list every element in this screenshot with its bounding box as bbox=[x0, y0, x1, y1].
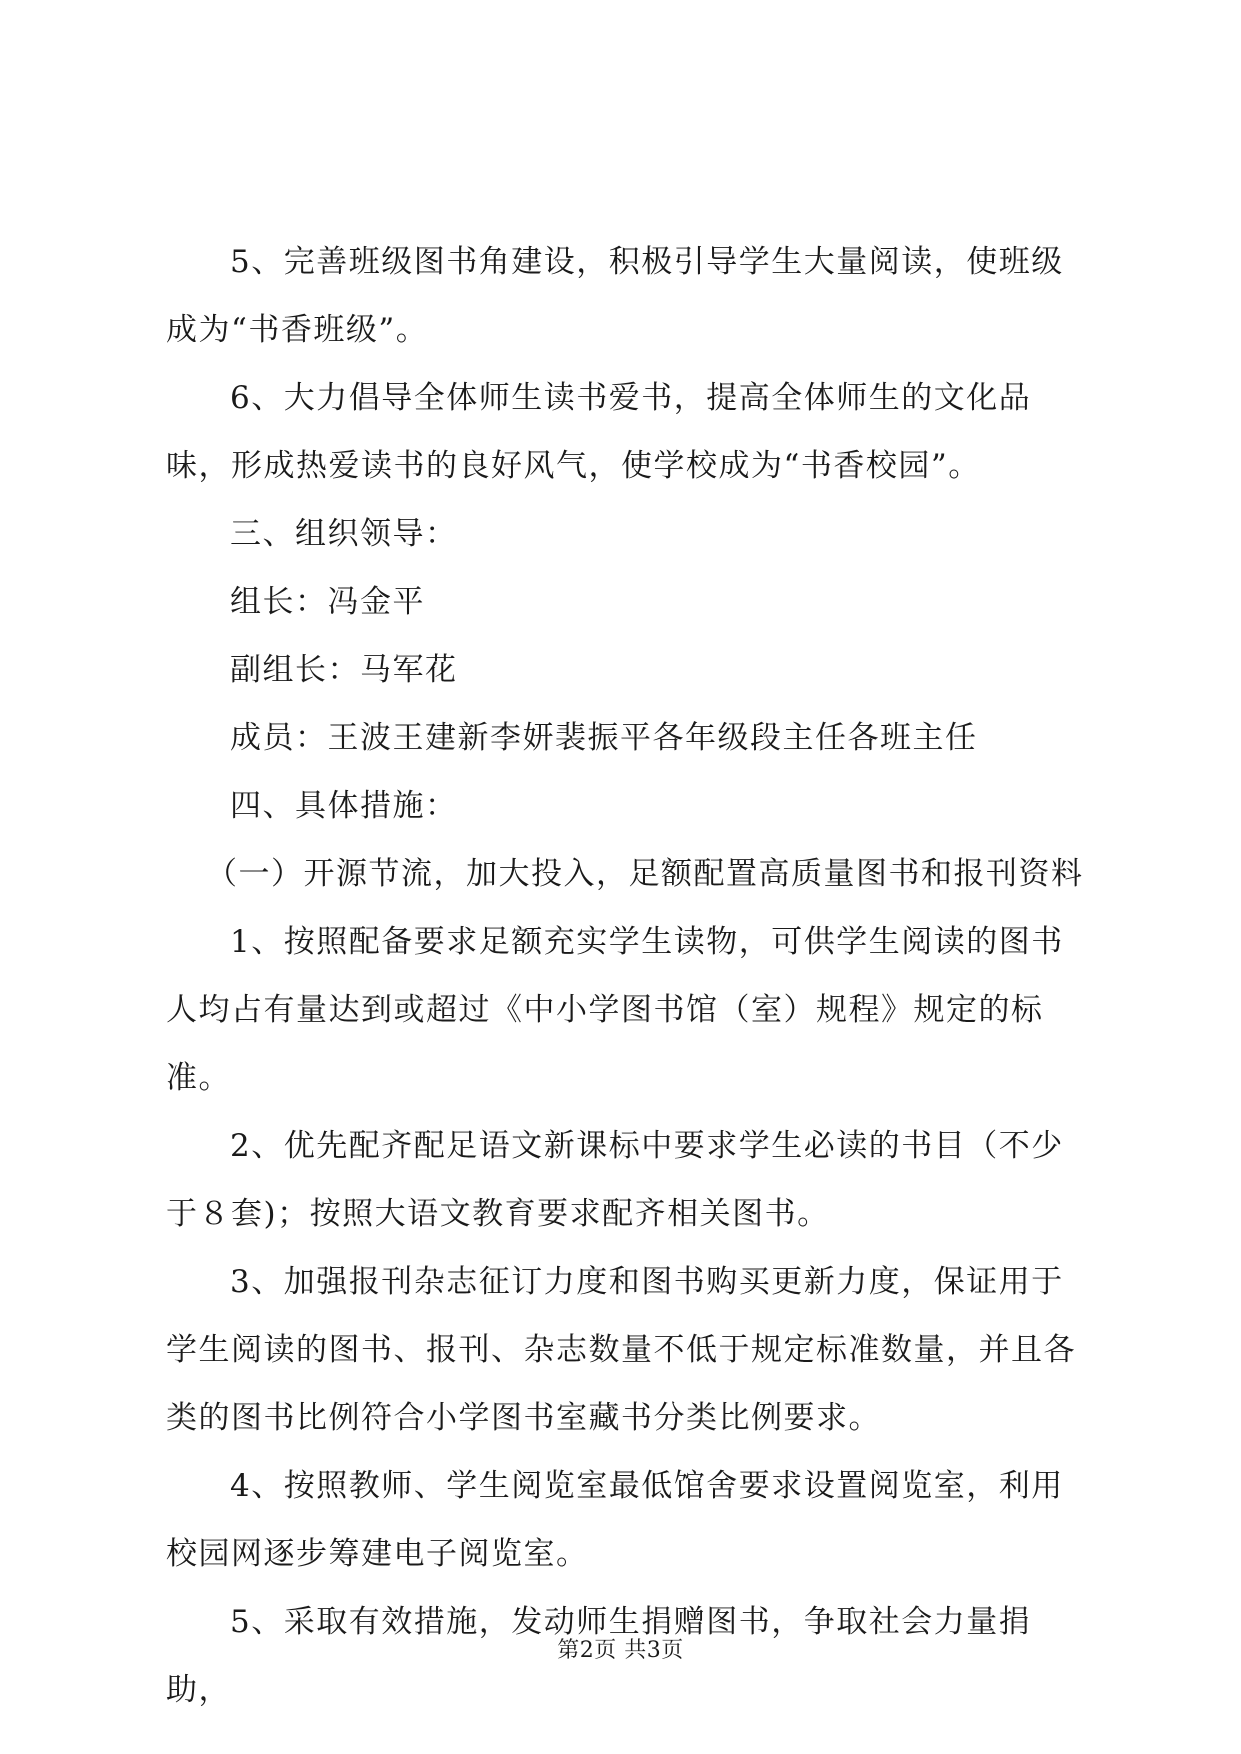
document-body bbox=[166, 228, 1096, 1724]
page-number-footer: 第2页 共3页 bbox=[557, 1638, 684, 1663]
paragraph-item-3-subscriptions: 3、加强报刊杂志征订力度和图书购买更新力度，保证用于学生阅读的图书、报刊、杂志数量不低于规定标准数量，并且各类的图书比例符合小学图书室藏书分类比例要求。 bbox=[166, 1264, 1076, 1436]
leader-line: 组长：冯金平 bbox=[230, 584, 425, 620]
section-heading-measures: 四、具体措施： bbox=[230, 788, 458, 824]
deputy-leader-line: 副组长：马军花 bbox=[230, 652, 458, 688]
subsection-heading-resources: （一）开源节流，加大投入，足额配置高质量图书和报刊资料 bbox=[206, 856, 1084, 892]
members-line: 成员：王波王建新李妍裴振平各年级段主任各班主任 bbox=[230, 720, 978, 756]
paragraph-item-4-reading-rooms: 4、按照教师、学生阅览室最低馆舍要求设置阅览室，利用校园网逐步筹建电子阅览室。 bbox=[166, 1468, 1064, 1572]
paragraph-item-5-class-library: 5、完善班级图书角建设，积极引导学生大量阅读，使班级成为“书香班级”。 bbox=[166, 244, 1064, 348]
paragraph-item-2-required-books: 2、优先配齐配足语文新课标中要求学生必读的书目（不少于８套)；按照大语文教育要求配齐相关图书。 bbox=[166, 1128, 1064, 1232]
paragraph-item-1-reading-materials: 1、按照配备要求足额充实学生读物，可供学生阅读的图书人均占有量达到或超过《中小学图书馆（室）规程》规定的标准。 bbox=[166, 924, 1064, 1096]
paragraph-item-5-donations: 5、采取有效措施，发动师生捐赠图书，争取社会力量捐助， bbox=[166, 1604, 1032, 1708]
section-heading-organization: 三、组织领导： bbox=[230, 516, 458, 552]
paragraph-item-6-reading-campus: 6、大力倡导全体师生读书爱书，提高全体师生的文化品味，形成热爱读书的良好风气，使学校成为“书香校园”。 bbox=[166, 380, 1032, 484]
